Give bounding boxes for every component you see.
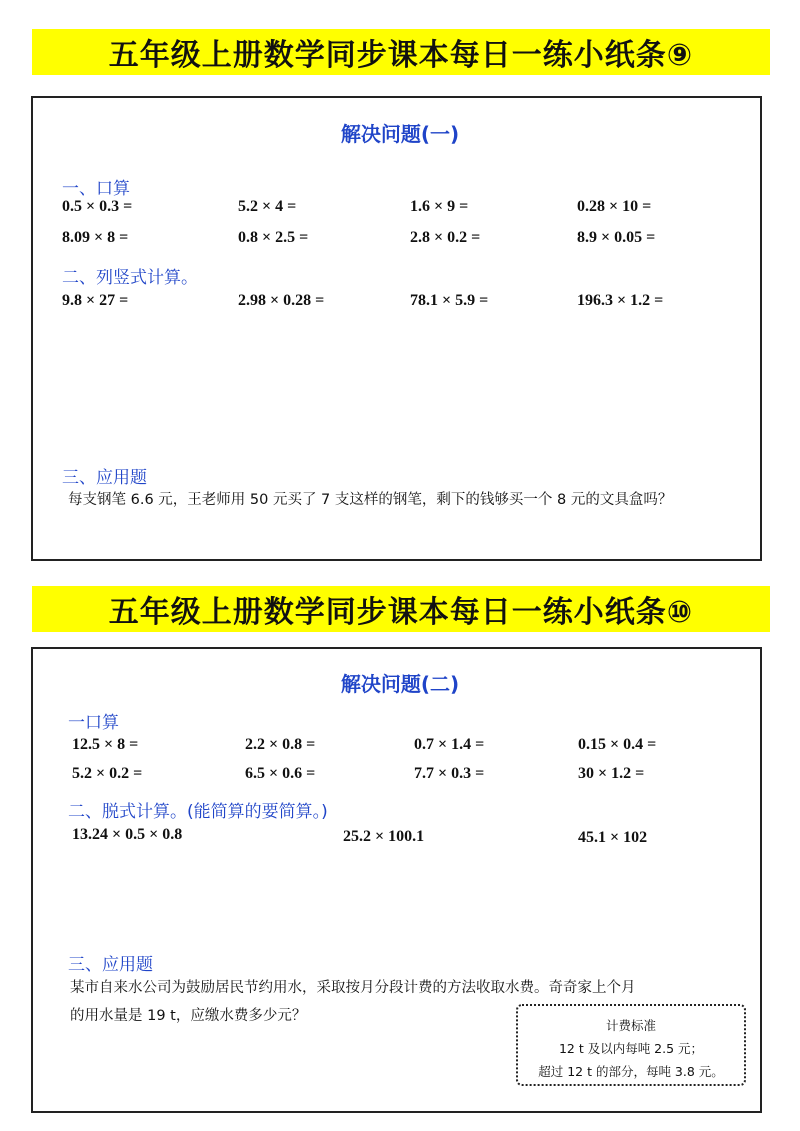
oral-item: 8.09 × 8 = [62,229,129,246]
section-oral-calc: 一、口算 [62,179,130,199]
billing-standard-rule-2: 超过 12 t 的部分，每吨 3.8 元。 [538,1064,724,1079]
banner-title: 五年级上册数学同步课本每日一练小纸条⑩ [108,595,694,630]
step-item: 25.2 × 100.1 [343,828,425,845]
word-problem-text: 每支钢笔 6.6 元，王老师用 50 元买了 7 支这样的钢笔，剩下的钱够买一个 8 元的文具盒吗？ [68,492,673,508]
billing-standard-title: 计费标准 [605,1018,656,1033]
oral-item: 12.5 × 8 = [72,736,139,753]
section-step-calc: 二、脱式计算。(能简算的要简算。) [68,802,328,822]
oral-item: 0.28 × 10 = [577,198,652,215]
section-word-problem: 三、应用题 [62,468,147,488]
billing-standard-box [516,1004,746,1086]
oral-item: 1.6 × 9 = [410,198,469,215]
step-item: 45.1 × 102 [578,829,648,846]
vertical-item: 9.8 × 27 = [62,292,129,309]
oral-item: 5.2 × 0.2 = [72,765,143,782]
oral-item: 2.2 × 0.8 = [245,736,316,753]
banner-sheet-9 [32,29,770,75]
section-vertical-calc: 二、列竖式计算。 [62,268,198,288]
banner-sheet-10 [32,586,770,632]
billing-standard-rule-1: 12 t 及以内每吨 2.5 元； [558,1041,704,1056]
worksheet-title: 解决问题(二) [340,672,460,696]
oral-item: 0.15 × 0.4 = [578,736,657,753]
oral-item: 2.8 × 0.2 = [410,229,481,246]
oral-item: 0.7 × 1.4 = [414,736,485,753]
oral-item: 30 × 1.2 = [578,765,645,782]
vertical-item: 78.1 × 5.9 = [410,292,489,309]
vertical-item: 2.98 × 0.28 = [238,292,325,309]
vertical-item: 196.3 × 1.2 = [577,292,664,309]
section-word-problem: 三、应用题 [68,955,153,975]
oral-item: 0.8 × 2.5 = [238,229,309,246]
banner-title: 五年级上册数学同步课本每日一练小纸条⑨ [108,38,694,73]
oral-item: 7.7 × 0.3 = [414,765,485,782]
oral-item: 0.5 × 0.3 = [62,198,133,215]
word-problem-line-2: 的用水量是 19 t，应缴水费多少元？ [70,1008,307,1024]
word-problem-line-1: 某市自来水公司为鼓励居民节约用水，采取按月分段计费的方法收取水费。奇奇家上个月 [70,980,636,996]
step-item: 13.24 × 0.5 × 0.8 [72,826,183,843]
oral-item: 8.9 × 0.05 = [577,229,656,246]
section-oral-calc: 一口算 [68,713,119,733]
worksheet-title: 解决问题(一) [340,122,460,146]
oral-item: 5.2 × 4 = [238,198,297,215]
oral-item: 6.5 × 0.6 = [245,765,316,782]
